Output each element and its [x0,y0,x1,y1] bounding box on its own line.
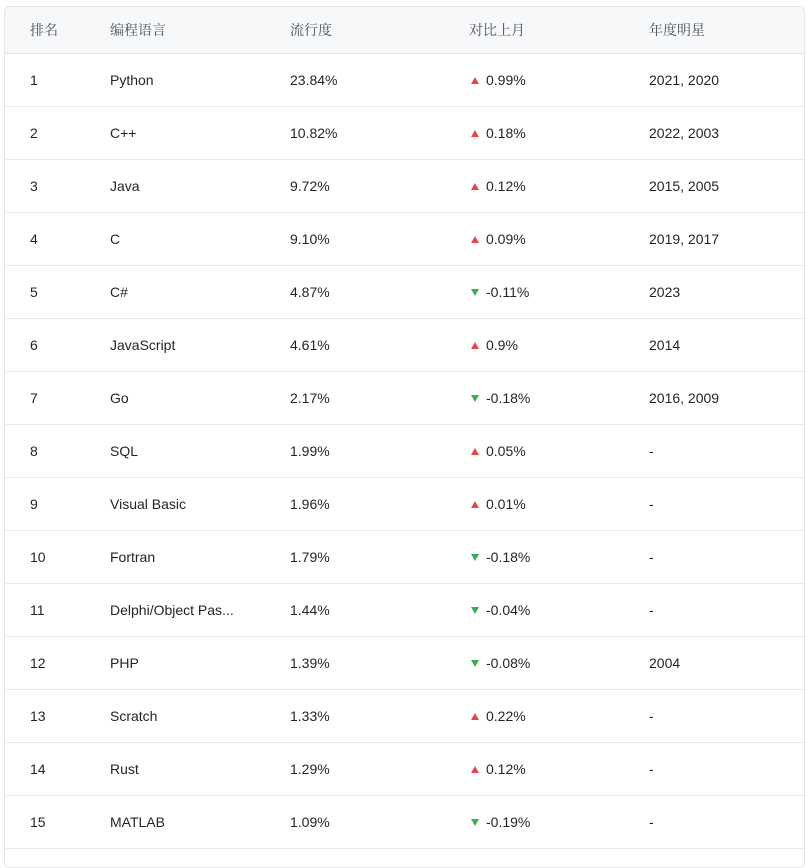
language-cell: SQL [110,443,139,459]
popularity-cell: 1.39% [290,655,330,671]
change-value: 0.22% [486,708,526,724]
table-row[interactable] [5,796,804,849]
popularity-cell: 10.82% [290,125,338,141]
language-cell: Rust [110,761,139,777]
rank-cell: 4 [30,231,38,247]
table-row[interactable] [5,637,804,690]
rank-cell: 8 [30,443,38,459]
change-value: 0.09% [486,231,526,247]
language-cell: Delphi/Object Pas... [110,602,234,618]
popularity-cell: 1.44% [290,602,330,618]
table-body [5,54,804,849]
table-row[interactable] [5,319,804,372]
popularity-cell: 1.96% [290,496,330,512]
header-popularity[interactable]: 流行度 [290,22,332,38]
star-years-cell: 2023 [649,284,681,300]
trend-up-icon [471,183,479,190]
table-row[interactable] [5,690,804,743]
trend-up-icon [471,501,479,508]
star-years-cell: - [649,708,654,724]
language-cell: C++ [110,125,137,141]
change-cell [469,602,629,618]
change-value: 0.05% [486,443,526,459]
rank-cell: 7 [30,390,38,406]
trend-up-icon [471,77,479,84]
change-cell [469,549,629,565]
popularity-cell: 4.87% [290,284,330,300]
language-cell: PHP [110,655,139,671]
popularity-cell: 1.09% [290,814,330,830]
trend-up-icon [471,342,479,349]
change-value: 0.18% [486,125,526,141]
star-years-cell: 2022, 2003 [649,125,720,141]
trend-up-icon [471,713,479,720]
trend-up-icon [471,130,479,137]
change-value: 0.12% [486,178,526,194]
language-cell: MATLAB [110,814,165,830]
table-row[interactable] [5,372,804,425]
change-value: -0.19% [486,814,531,830]
popularity-cell: 1.79% [290,549,330,565]
star-years-cell: 2021, 2020 [649,72,720,88]
change-value: -0.11% [486,284,530,300]
table-row[interactable] [5,425,804,478]
star-years-cell: - [649,761,654,777]
table-row[interactable] [5,584,804,637]
rank-cell: 2 [30,125,38,141]
trend-down-icon [471,607,479,614]
trend-up-icon [471,236,479,243]
popularity-cell: 1.29% [290,761,330,777]
popularity-cell: 9.10% [290,231,330,247]
change-value: 0.12% [486,761,526,777]
table-row[interactable] [5,54,804,107]
popularity-cell: 9.72% [290,178,330,194]
change-cell [469,708,629,724]
change-cell [469,814,629,830]
table-row[interactable] [5,743,804,796]
language-cell: C [110,231,121,247]
star-years-cell: - [649,814,654,830]
star-years-cell: - [649,496,654,512]
popularity-cell: 1.33% [290,708,330,724]
table-row[interactable] [5,531,804,584]
rank-cell: 14 [30,761,46,777]
trend-down-icon [471,660,479,667]
rank-cell: 13 [30,708,46,724]
change-cell [469,655,629,671]
rank-cell: 5 [30,284,38,300]
rank-cell: 1 [30,72,38,88]
change-cell [469,284,629,300]
rank-cell: 10 [30,549,46,565]
popularity-cell: 2.17% [290,390,330,406]
popularity-cell: 4.61% [290,337,330,353]
change-cell [469,390,629,406]
table-row[interactable] [5,266,804,319]
change-value: -0.18% [486,390,531,406]
header-star-years[interactable]: 年度明星 [649,22,705,38]
language-cell: Fortran [110,549,156,565]
rank-cell: 12 [30,655,46,671]
rank-cell: 9 [30,496,38,512]
table-row[interactable] [5,213,804,266]
rank-cell: 15 [30,814,46,830]
change-value: 0.99% [486,72,526,88]
trend-down-icon [471,554,479,561]
header-change[interactable]: 对比上月 [469,22,525,38]
table-row[interactable] [5,107,804,160]
rank-cell: 6 [30,337,38,353]
trend-up-icon [471,766,479,773]
table-row[interactable] [5,478,804,531]
change-value: 0.01% [486,496,526,512]
star-years-cell: 2004 [649,655,681,671]
language-cell: Visual Basic [110,496,187,512]
trend-up-icon [471,448,479,455]
star-years-cell: 2019, 2017 [649,231,720,247]
language-cell: C# [110,284,128,300]
language-cell: Java [110,178,140,194]
change-cell [469,443,629,459]
change-cell [469,125,629,141]
table-row[interactable] [5,160,804,213]
change-cell [469,231,629,247]
rank-cell: 11 [30,602,45,618]
change-cell [469,761,629,777]
rank-cell: 3 [30,178,38,194]
popularity-cell: 1.99% [290,443,330,459]
trend-down-icon [471,289,479,296]
popularity-cell: 23.84% [290,72,338,88]
star-years-cell: 2016, 2009 [649,390,720,406]
trend-down-icon [471,819,479,826]
table-header [5,7,804,54]
change-cell [469,178,629,194]
change-cell [469,337,629,353]
change-value: 0.9% [486,337,518,353]
change-value: -0.04% [486,602,531,618]
language-cell: Scratch [110,708,158,724]
star-years-cell: 2014 [649,337,681,353]
star-years-cell: - [649,549,654,565]
star-years-cell: - [649,443,654,459]
change-cell [469,496,629,512]
change-value: -0.18% [486,549,531,565]
header-language[interactable]: 编程语言 [110,22,166,38]
change-value: -0.08% [486,655,531,671]
language-cell: Python [110,72,154,88]
trend-down-icon [471,395,479,402]
change-cell [469,72,629,88]
language-cell: Go [110,390,129,406]
header-rank[interactable]: 排名 [30,22,58,38]
language-cell: JavaScript [110,337,176,353]
star-years-cell: 2015, 2005 [649,178,720,194]
ranking-table [4,6,805,868]
star-years-cell: - [649,602,654,618]
